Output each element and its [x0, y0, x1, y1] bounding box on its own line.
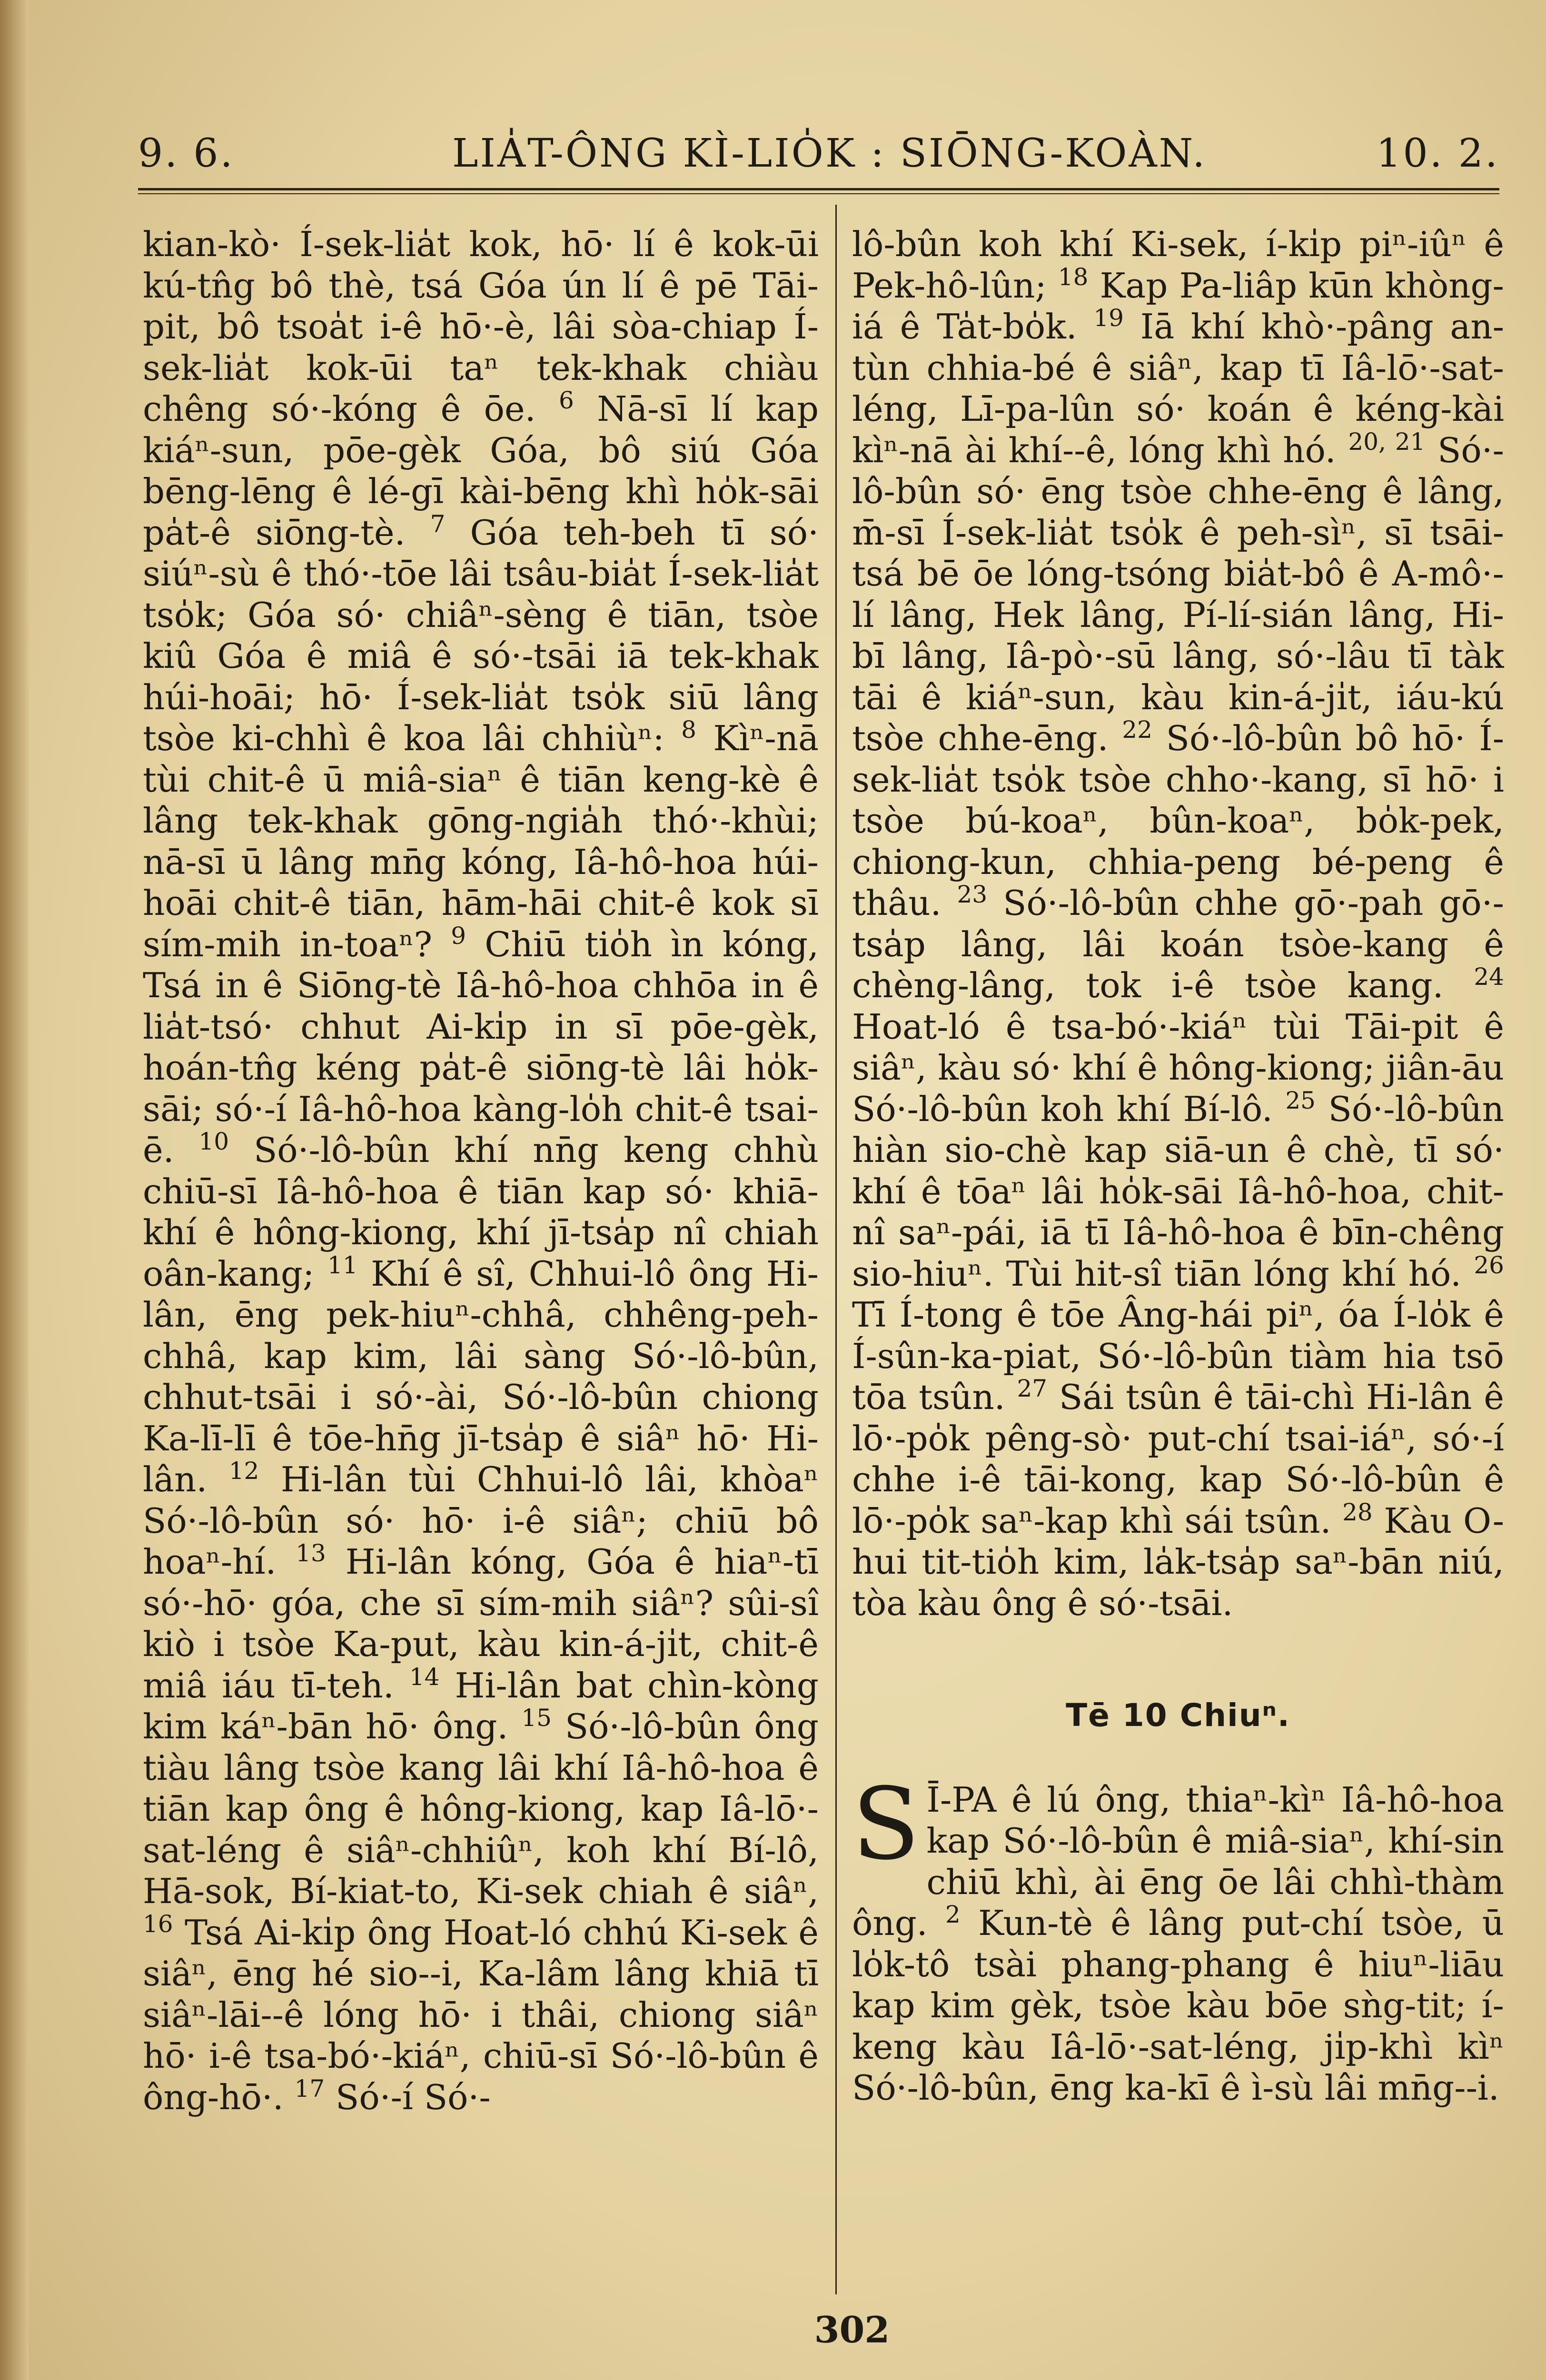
chapter-10-verse-2-text: Kun-tè ê lâng put-chí tsòe, ū lo̍k-tô tsài phang-phang ê hiuⁿ-liāu kap kim gèk, tsòe kàu bōe sǹg-tit; í-keng kàu Iâ-lō·-sat-léng, ji̍p-khì kìⁿ Só·-lô-bûn, ēng ka-kī ê ì-sù lâi mn̄g--i.: [852, 1903, 1504, 2108]
chapter-10-first-text: Ī-PA ê lú ông, thiaⁿ-kìⁿ Iâ-hô-hoa kap Só·-lô-bûn ê miâ-siaⁿ, khí-sin chiū khì, ài ēng ōe lâi chhì-thàm ông.: [852, 1779, 1504, 1943]
verse-number: 18: [1058, 263, 1089, 291]
verse-text: Tsá Ai-ki̍p ông Hoat-ló chhú Ki-sek ê siâⁿ, ēng hé sio--i, Ka-lâm lâng khiā tī siâⁿ-lāi--ê lóng hō· i thâi, chiong siâⁿ hō· i-ê tsa-bó·-kiáⁿ, chiū-sī Só·-lô-bûn ê ông-hō·.: [143, 1912, 819, 2117]
page-number: 302: [814, 2309, 890, 2351]
drop-cap: S: [852, 1766, 920, 1882]
verse-text: Só·-lô-bûn só· ēng tsòe chhe-ēng ê lâng, m̄-sī Í-sek-lia̍t tso̍k ê peh-sìⁿ, sī tsāi-tsá bē ōe lóng-tsóng bia̍t-bô ê A-mô·-lí lâng, Hek lâng, Pí-lí-sián lâng, Hi-bī lâng, Iâ-pò·-sū lâng, só·-lâu tī tàk tāi ê kiáⁿ-sun, kàu kin-á-ji̍t, iáu-kú tsòe chhe-ēng.: [852, 430, 1504, 758]
verse-number: 19: [1093, 304, 1124, 332]
verse-text: Kap Pa-liâp kūn khòng-iá ê Ta̍t-bo̍k.: [852, 265, 1504, 347]
verse-number: 10: [198, 1128, 229, 1155]
right-column: [852, 224, 1504, 2251]
verse-text: Nā-sī lí kap kiáⁿ-sun, pōe-gèk Góa, bô siú Góa bēng-lēng ê lé-gī kài-bēng khì ho̍k-sāi pa̍t-ê siōng-tè.: [143, 389, 819, 553]
verse-text: Tī Í-tong ê tōe Âng-hái piⁿ, óa Í-lo̍k ê Í-sûn-ka-piat, Só·-lô-bûn tiàm hia tsō tōa tsûn.: [852, 1295, 1504, 1417]
chapter-10-verse-1: [852, 1766, 1504, 2109]
header-rule: [138, 188, 1499, 194]
verse-number: 24: [1474, 963, 1504, 991]
running-header: [138, 112, 1499, 174]
verse-number: 25: [1285, 1086, 1316, 1114]
verse-number: 15: [521, 1704, 552, 1732]
verse-number: 16: [143, 1910, 173, 1938]
verse-number: 8: [681, 716, 696, 744]
verse-text: Khí ê sî, Chhui-lô ông Hi-lân, ēng pek-hiuⁿ-chhâ, chhêng-peh-chhâ, kap kim, lâi sàng Só·-lô-bûn, chhut-tsāi i só·-ài, Só·-lô-bûn chiong Ka-lī-lī ê tōe-hn̄g jī-tsa̍p ê siâⁿ hō· Hi-lân.: [143, 1253, 819, 1499]
verse-number: 2: [945, 1901, 961, 1928]
header-left-reference: 9. 6.: [138, 131, 235, 176]
verse-text: Só·-í Só·-: [336, 2077, 491, 2117]
verse-text: kian-kò· Í-sek-lia̍t kok, hō· lí ê kok-ūi kú-tn̂g bô thè, tsá Góa ún lí ê pē Tāi-pit, bô tsoa̍t i-ê hō·-è, lâi sòa-chiap Í-sek-lia̍t kok-ūi taⁿ tek-khak chiàu chêng só·-kóng ê ōe.: [143, 224, 819, 429]
verse-number: 26: [1474, 1251, 1504, 1279]
right-column-verses: [852, 224, 1504, 1624]
verse-text: Hi-lân kóng, Góa ê hiaⁿ-tī só·-hō· góa, che sī sím-mih siâⁿ? sûi-sî kiò i tsòe Ka-put, kàu kin-á-ji̍t, chit-ê miâ iáu tī-teh.: [143, 1542, 819, 1706]
verse-text: Hi-lân bat chìn-kòng kim káⁿ-bān hō· ông.: [143, 1665, 819, 1746]
header-right-reference: 10. 2.: [1376, 131, 1499, 176]
verse-number: 27: [1017, 1375, 1048, 1402]
verse-number: 9: [451, 922, 466, 950]
verse-text: Kìⁿ-nā tùi chit-ê ū miâ-siaⁿ ê tiān keng-kè ê lâng tek-khak gōng-ngia̍h thó·-khùi; nā-sī ū lâng mn̄g kóng, Iâ-hô-hoa húi-hoāi chit-ê tiān, hām-hāi chit-ê kok sī sím-mih in-toaⁿ?: [143, 718, 819, 964]
verse-text: Góa teh-beh tī só· siúⁿ-sù ê thó·-tōe lâi tsâu-bia̍t Í-sek-lia̍t tso̍k; Góa só· chiâⁿ-sèng ê tiān, tsòe kiû Góa ê miâ ê só·-tsāi iā tek-khak húi-hoāi; hō· Í-sek-lia̍t tso̍k siū lâng tsòe ki-chhì ê koa lâi chhiùⁿ:: [143, 512, 819, 758]
verse-text: Sái tsûn ê tāi-chì Hi-lân ê lō·-po̍k pêng-sò· put-chí tsai-iáⁿ, só·-í chhe i-ê tāi-kong, kap Só·-lô-bûn ê lō·-po̍k saⁿ-kap khì sái tsûn.: [852, 1377, 1504, 1541]
chapter-heading: Tē 10 Chiuⁿ.: [1066, 1697, 1290, 1734]
verse-number: 22: [1122, 716, 1152, 744]
verse-number: 12: [228, 1457, 259, 1485]
verse-text: Hi-lân tùi Chhui-lô lâi, khòaⁿ Só·-lô-bûn só· hō· i-ê siâⁿ; chiū bô hoaⁿ-hí.: [143, 1459, 819, 1582]
verse-text: Kàu O-hui tit-tio̍h kim, la̍k-tsa̍p saⁿ-bān niú, tòa kàu ông ê só·-tsāi.: [852, 1500, 1504, 1623]
verse-number: 20, 21: [1348, 427, 1426, 456]
verse-text: Só·-lô-bûn bô hō· Í-sek-lia̍t tso̍k tsòe chho·-kang, sī hō· i tsòe bú-koaⁿ, bûn-koaⁿ, bo̍k-pek, chiong-kun, chhia-peng bé-peng ê thâu.: [852, 718, 1504, 923]
left_column-paragraph: [143, 224, 819, 2118]
right_column-paragraph: [852, 224, 1504, 1624]
verse-text: Chiū tio̍h ìn kóng, Tsá in ê Siōng-tè Iâ-hô-hoa chhōa in ê lia̍t-tsó· chhut Ai-ki̍p in sī pōe-gèk, hoán-tn̂g kéng pa̍t-ê siōng-tè lâi ho̍k-sāi; só·-í Iâ-hô-hoa kàng-lo̍h chit-ê tsai-ē.: [143, 924, 819, 1170]
verse-text: Hoat-ló ê tsa-bó·-kiáⁿ tùi Tāi-pit ê siâⁿ, kàu só· khí ê hông-kiong; jiân-āu Só·-lô-bûn koh khí Bí-lô.: [852, 1006, 1504, 1129]
verse-number: 14: [409, 1663, 440, 1691]
verse-number: 28: [1342, 1498, 1373, 1526]
verse-text: lô-bûn koh khí Ki-sek, í-ki̍p piⁿ-iûⁿ ê Pek-hô-lûn;: [852, 224, 1504, 306]
verse-number: 11: [327, 1251, 358, 1279]
verse-number: 6: [558, 387, 574, 414]
left-column: [143, 224, 819, 2251]
verse-text: Só·-lô-bûn chhe gō·-pah gō·-tsa̍p lâng, lâi koán tsòe-kang ê chèng-lâng, tok i-ê tsòe kang.: [852, 883, 1504, 1005]
verse-number: 13: [296, 1539, 326, 1567]
verse-text: Só·-lô-bûn hiàn sio-chè kap siā-un ê chè, tī só· khí ê tōaⁿ lâi ho̍k-sāi Iâ-hô-hoa, chit-nî saⁿ-pái, iā tī Iâ-hô-hoa ê bīn-chêng sio-hiuⁿ. Tùi hit-sî tiān lóng khí hó.: [852, 1089, 1504, 1294]
header-book-title: LIA̍T-ÔNG KÌ-LIO̍K : SIŌNG-KOÀN.: [452, 131, 1207, 176]
page-gutter-shadow: [0, 0, 29, 2380]
verse-number: 23: [957, 881, 988, 908]
column-divider: [835, 205, 837, 2294]
verse-text: Só·-lô-bûn ông tiàu lâng tsòe kang lâi khí Iâ-hô-hoa ê tiān kap ông ê hông-kiong, kap Iâ-lō·-sat-léng ê siâⁿ-chhiûⁿ, koh khí Bí-lô, Hā-sok, Bí-kiat-to, Ki-sek chiah ê siâⁿ,: [143, 1706, 819, 1911]
verse-text: Só·-lô-bûn khí nn̄g keng chhù chiū-sī Iâ-hô-hoa ê tiān kap só· khiā-khí ê hông-kiong, khí jī-tsa̍p nî chiah oân-kang;: [143, 1130, 819, 1294]
verse-number: 17: [294, 2074, 325, 2102]
verse-text: Iā khí khò·-pâng an-tùn chhia-bé ê siâⁿ, kap tī Iâ-lō·-sat-léng, Lī-pa-lûn só· koán ê kéng-kài kìⁿ-nā ài khí--ê, lóng khì hó.: [852, 307, 1504, 470]
verse-number: 7: [430, 510, 446, 538]
